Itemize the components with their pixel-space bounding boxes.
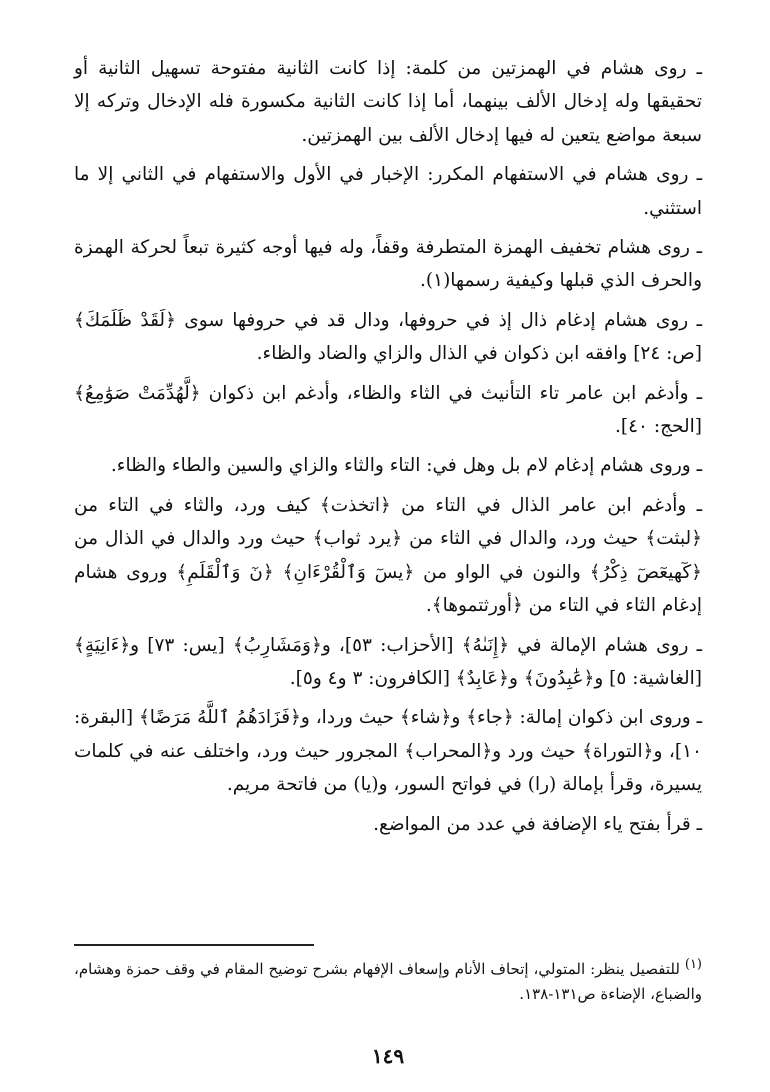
footnote-text: للتفصيل ينظر: المتولي، إتحاف الأنام وإسعاف الإفهام بشرح توضيح المقام في وقف حمزة وهشام، والضباع، الإضاءة ص١٣١-١٣٨. bbox=[74, 960, 702, 1003]
paragraph-imala-hisham: ـ روى هشام الإمالة في ﴿إِنَىٰهُ﴾ [الأحزاب: ٥٣]، و﴿وَمَشَارِبُ﴾ [يس: ٧٣] و﴿ءَانِيَةٍ﴾ [الغاشية: ٥] و﴿عَٰبِدُونَ﴾ و﴿عَابِدٌ﴾ [الكافرون: ٣ و٤ و٥]. bbox=[74, 634, 702, 689]
footnote-divider bbox=[74, 944, 314, 946]
page-body bbox=[74, 52, 702, 1072]
paragraph-istifham: ـ روى هشام في الاستفهام المكرر: الإخبار في الأول والاستفهام في الثاني إلا ما استثني. bbox=[74, 164, 702, 219]
paragraph-hamza-waqf: ـ روى هشام تخفيف الهمزة المتطرفة وقفاً، وله فيها أوجه كثيرة تبعاً لحركة الهمزة والحرف الذي قبلها وكيفية رسمها(١). bbox=[74, 237, 702, 292]
paragraph-idgham-ibn-amir: ـ وأدغم ابن عامر الذال في التاء من ﴿اتخذت﴾ كيف ورد، والثاء في التاء من ﴿لبثت﴾ حيث ورد، والدال في الثاء من ﴿يرد ثواب﴾ حيث ورد والدال في الذال من ﴿كٓهيعٓصٓ ذِكْرُ﴾ والنون في الواو من ﴿يسٓ وَٱلْقُرْءَانِ﴾ ﴿نٓ وَٱلْقَلَمِ﴾ وروى هشام إدغام الثاء في التاء من ﴿أورثتموها﴾. bbox=[74, 494, 702, 617]
paragraph-ya-idafa: ـ قرأ بفتح ياء الإضافة في عدد من المواضع. bbox=[373, 813, 702, 835]
paragraph-taa-taneeth: ـ وأدغم ابن عامر تاء التأنيث في الثاء والظاء، وأدغم ابن ذكوان ﴿لَّهُدِّمَتْ صَوَٰمِعُ﴾ [الحج: ٤٠]. bbox=[74, 382, 702, 438]
paragraph-imala-ibn-dhakwan: ـ وروى ابن ذكوان إمالة: ﴿جاء﴾ و﴿شاء﴾ حيث وردا، و﴿فَزَادَهُمُ ٱللَّهُ مَرَضًا﴾ [البقرة: ١٠]، و﴿التوراة﴾ حيث ورد و﴿المحراب﴾ المجرور حيث ورد، واختلف عنه في كلمات يسيرة، وقرأ بإمالة (را) في فواتح السور، و(يا) من فاتحة مريم. bbox=[74, 707, 702, 796]
paragraph-idgham-dhal-dal: ـ روى هشام إدغام ذال إذ في حروفها، ودال قد في حروفها سوى ﴿لَقَدْ ظَلَمَكَ﴾ [ص: ٢٤] وافقه ابن ذكوان في الذال والزاي والضاد والظاء. bbox=[74, 309, 702, 365]
footnote-marker: (١) bbox=[684, 957, 702, 972]
paragraph-hamzatain: ـ روى هشام في الهمزتين من كلمة: إذا كانت الثانية مفتوحة تسهيل الثانية أو تحقيقها وله إدخال الألف بينهما، أما إذا كانت الثانية مكسورة فله الإدخال وتركه إلا سبعة مواضع يتعين له فيها إدخال الألف بين الهمزتين. bbox=[74, 58, 702, 146]
paragraph-lam-bal-hal: ـ وروى هشام إدغام لام بل وهل في: التاء والثاء والزاي والسين والطاء والظاء. bbox=[110, 455, 702, 477]
footnote bbox=[74, 952, 702, 1007]
page-number: ١٤٩ bbox=[371, 1044, 405, 1068]
